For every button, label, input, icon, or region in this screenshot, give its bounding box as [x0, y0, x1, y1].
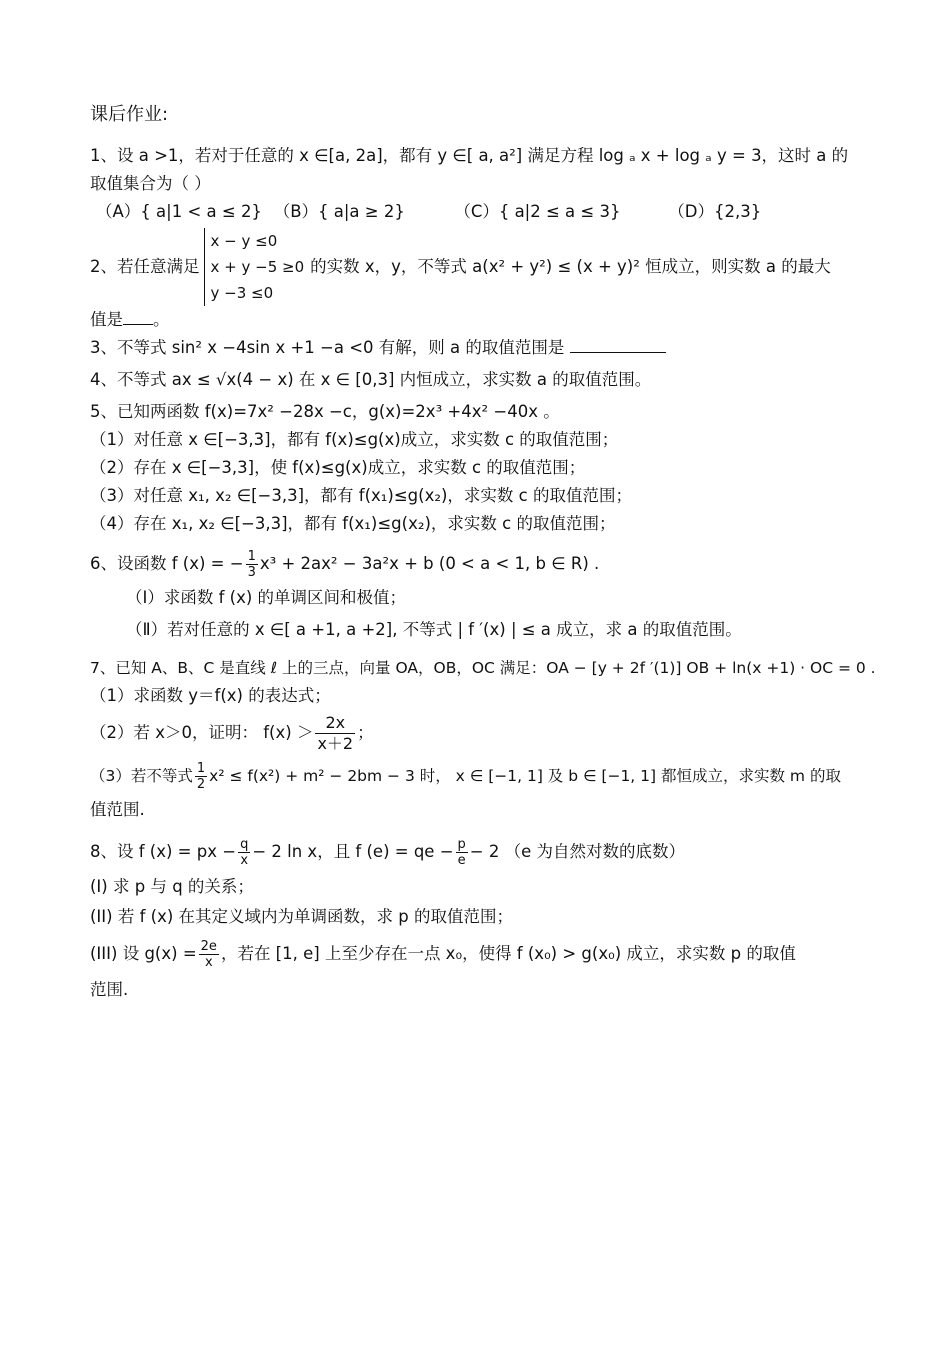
problem-2: [90, 228, 840, 334]
fraction-denominator: x: [204, 955, 213, 970]
problem-1: [90, 142, 849, 226]
problem-2-suffix: 的实数 x，y，不等式 a(x² + y²) ≤ (x + y)² 恒成立，则实数 a 的最大: [310, 257, 831, 276]
problem-8-part-3: − 2 （e 为自然对数的底数）: [469, 842, 686, 861]
option-b: （B）{ a|a ≥ 2}: [273, 202, 405, 221]
problem-8-item-3-suffix: ，若在 [1, e] 上至少存在一点 x₀，使得 f (x₀) > g(x₀) 成立，求实数 p 的取值: [220, 944, 796, 963]
problem-4: 4、不等式 ax ≤ √x(4 − x) 在 x ∈ [0,3] 内恒成立，求实数 a 的取值范围。: [90, 370, 652, 389]
problem-6-line-1: [90, 546, 840, 582]
problem-8-part-2: − 2 ln x，且 f (e) = qe −: [252, 842, 454, 861]
problem-5-item-4: （4）存在 x₁, x₂ ∈[−3,3]，都有 f(x₁)≤g(x₂)，求实数 c 的取值范围；: [90, 514, 616, 533]
answer-blank: [123, 306, 153, 325]
fraction-q-over-x: [238, 837, 250, 868]
fraction-denominator: x: [240, 853, 249, 868]
problem-5-item-3: （3）对任意 x₁, x₂ ∈[−3,3]，都有 f(x₁)≤g(x₂)，求实数 c 的取值范围；: [90, 486, 632, 505]
fraction-numerator: q: [240, 837, 249, 852]
page-title: 课后作业:: [90, 104, 169, 125]
problem-6-item-1: （Ⅰ）求函数 f (x) 的单调区间和极值；: [126, 588, 407, 607]
problem-6-prefix: 6、设函数 f (x) = −: [90, 554, 244, 573]
problem-8-part-1: 8、设 f (x) = px −: [90, 842, 237, 861]
problem-3-text: 3、不等式 sin² x −4sin x +1 −a <0 有解，则 a 的取值范围是: [90, 338, 565, 357]
problem-3: [90, 334, 840, 362]
problem-7-item-3: [90, 756, 840, 796]
fraction-numerator: 1: [196, 761, 206, 776]
answer-blank: [570, 334, 666, 353]
fraction-one-third: [246, 549, 258, 580]
constraint-3: y −3 ≤0: [210, 284, 274, 302]
constraint-1: x − y ≤0: [210, 232, 278, 250]
homework-page: [90, 100, 876, 1004]
constraint-system: [204, 228, 305, 306]
problem-2-prefix: 2、若任意满足: [90, 257, 200, 276]
problem-5-item-2: （2）存在 x ∈[−3,3]，使 f(x)≤g(x)成立，求实数 c 的取值范围；: [90, 458, 586, 477]
problem-8-item-3-prefix: (III) 设 g(x) =: [90, 944, 197, 963]
fraction-denominator: 2: [196, 777, 206, 792]
problem-7-line-1: 7、已知 A、B、C 是直线 ℓ 上的三点，向量 OA，OB，OC 满足：OA − [y + 2f ′(1)] OB + ln(x +1) · OC = 0 .: [90, 659, 876, 677]
problem-8-item-1: (I) 求 p 与 q 的关系；: [90, 877, 254, 896]
problem-6-suffix: x³ + 2ax² − 3a²x + b (0 < a < 1, b ∈ R) .: [259, 554, 600, 573]
fraction-p-over-e: [456, 837, 468, 868]
problem-7-item-3-suffix: x² ≤ f(x²) + m² − 2bm − 3 时， x ∈ [−1, 1] 及 b ∈ [−1, 1] 都恒成立，求实数 m 的取: [209, 767, 841, 785]
problem-5-item-1: （1）对任意 x ∈[−3,3]，都有 f(x)≤g(x)成立，求实数 c 的取值范围；: [90, 430, 619, 449]
problem-7: [90, 654, 876, 824]
problem-1-line-1: 1、设 a >1，若对于任意的 x ∈[a, 2a]，都有 y ∈[ a, a²] 满足方程 log ₐ x + log ₐ y = 3，这时 a 的: [90, 146, 849, 165]
fraction-one-half: [195, 761, 207, 792]
option-d: （D）{2,3}: [668, 202, 762, 221]
fraction-denominator: e: [457, 853, 466, 868]
fraction-numerator: 1: [247, 549, 256, 564]
problem-1-options: [90, 198, 840, 226]
fraction-numerator: 2x: [315, 713, 355, 734]
problem-5-title: 5、已知两函数 f(x)=7x² −28x −c，g(x)=2x³ +4x² −40x 。: [90, 402, 560, 421]
problem-6-item-2: （Ⅱ）若对任意的 x ∈[ a +1, a +2], 不等式 | f ′(x) | ≤ a 成立，求 a 的取值范围。: [126, 620, 742, 639]
problem-7-item-2-suffix: ；: [357, 723, 374, 742]
problem-1-line-2: 取值集合为（ ）: [90, 174, 211, 193]
fraction-2e-over-x: [199, 939, 219, 970]
problem-7-item-2: [90, 710, 840, 756]
constraint-2: x + y −5 ≥0: [210, 258, 305, 276]
fraction-numerator: p: [457, 837, 466, 852]
option-a: （A）{ a|1 < a ≤ 2}: [96, 202, 262, 221]
fraction-denominator: 3: [247, 565, 256, 580]
fraction-denominator: x＋2: [317, 734, 354, 753]
problem-5: [90, 398, 840, 538]
fraction-numerator: 2e: [200, 939, 217, 954]
problem-2-line-2-end: 。: [153, 310, 170, 329]
problem-2-line-2-text: 值是: [90, 310, 123, 329]
problem-7-item-3-line-2: 值范围.: [90, 800, 145, 819]
problem-2-line-2: [90, 306, 840, 334]
problem-6: [90, 546, 840, 646]
problem-7-item-1: （1）求函数 y＝f(x) 的表达式；: [90, 686, 331, 705]
option-c: （C）{ a|2 ≤ a ≤ 3}: [454, 202, 621, 221]
problem-2-line-1: [90, 228, 840, 306]
fraction-2x-over-x-plus-2: [315, 713, 355, 754]
problem-8-line-1: [90, 832, 840, 872]
problem-8-item-2: (II) 若 f (x) 在其定义域内为单调函数，求 p 的取值范围；: [90, 907, 513, 926]
problem-8-item-3-line-2: 范围.: [90, 980, 129, 999]
problem-7-item-2-prefix: （2）若 x＞0，证明： f(x) ＞: [90, 723, 314, 742]
problem-8: [90, 832, 840, 1004]
problem-8-item-3: [90, 932, 840, 976]
problem-7-item-3-prefix: （3）若不等式: [90, 767, 193, 785]
